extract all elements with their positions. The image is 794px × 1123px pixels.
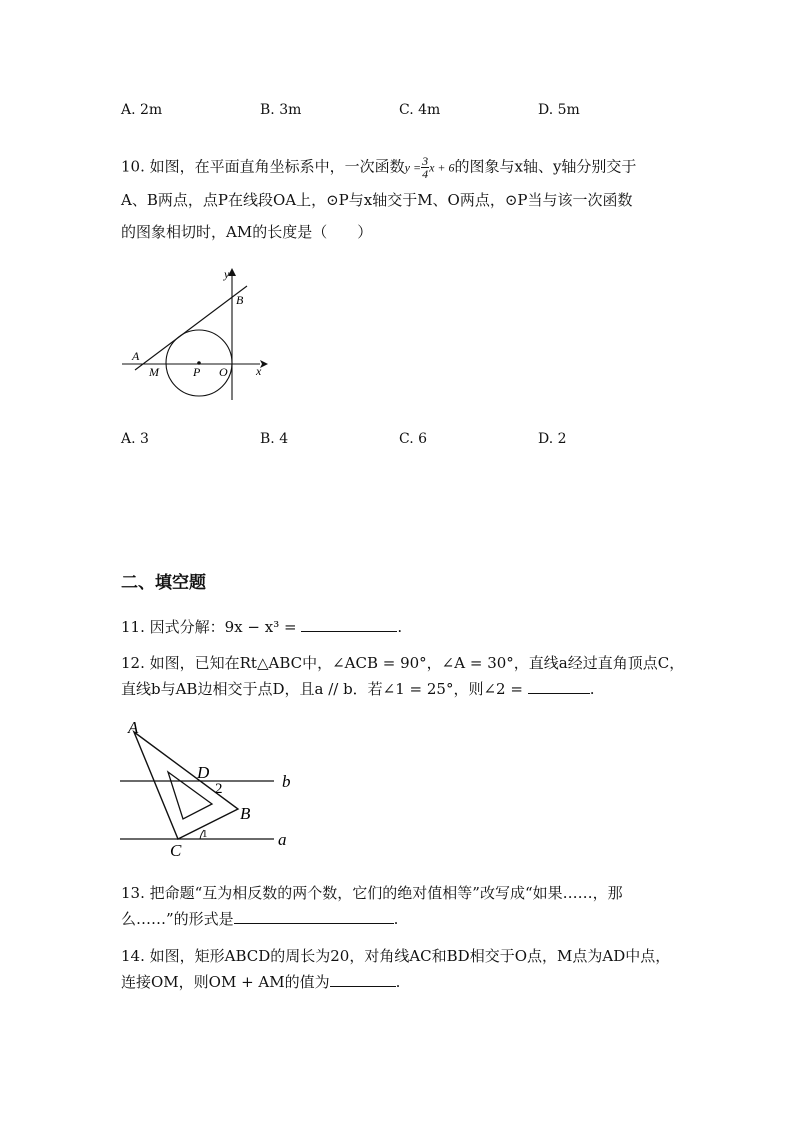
label-p: P	[193, 365, 201, 379]
q10-func-y: y =	[404, 160, 422, 175]
q10-line2: A、B两点，点P在线段OA上，⊙P与x轴交于M、O两点，⊙P当与该一次函数	[121, 191, 633, 209]
q12-end: .	[589, 680, 595, 698]
q10-option-d: D. 2	[538, 431, 567, 447]
label-a: A	[132, 349, 140, 363]
q10-figure	[118, 262, 278, 407]
q9-option-a: A. 2m	[121, 102, 163, 118]
label-y: y	[224, 267, 230, 281]
q10-func-num: 3	[422, 154, 429, 168]
label-line-b: b	[282, 772, 291, 791]
q13-line1: 13. 把命题“互为相反数的两个数，它们的绝对值相等”改写成“如果……，那	[121, 884, 623, 902]
q13-line2-text: 么……”的形式是	[121, 910, 234, 928]
label-m: M	[149, 365, 159, 379]
label-b: B	[236, 293, 244, 307]
q9-option-c: C. 4m	[399, 102, 441, 118]
label-b-vertex: B	[240, 804, 251, 823]
q10-option-a: A. 3	[121, 431, 149, 447]
label-line-a: a	[278, 830, 287, 849]
q12-line2-text: 直线b与AB边相交于点D，且a // b．若∠1 = 25°，则∠2 =	[121, 680, 528, 698]
q10-prefix: 10. 如图，在平面直角坐标系中，一次函数	[121, 157, 405, 176]
q11-text: 11. 因式分解：9x − x³ =	[121, 618, 302, 636]
q11-line	[121, 616, 402, 637]
q14-line2-text: 连接OM，则OM + AM的值为	[121, 973, 330, 991]
q10-func-fraction	[421, 155, 429, 180]
q10-func-den: 4	[422, 167, 429, 181]
q14-line2	[121, 971, 400, 992]
q11-end: .	[397, 618, 403, 636]
q9-option-b: B. 3m	[260, 102, 302, 118]
q10-option-b: B. 4	[260, 431, 289, 447]
q14-end: .	[395, 973, 401, 991]
label-c: C	[170, 841, 182, 860]
section-heading: 二、填空题	[121, 573, 206, 593]
q12-answer-blank[interactable]	[528, 679, 590, 694]
label-angle-1: 1	[202, 828, 208, 840]
label-a-vertex: A	[128, 718, 139, 737]
q12-line1: 12. 如图，已知在Rt△ABC中，∠ACB = 90°，∠A = 30°，直线a经过直角顶点C，	[121, 654, 685, 672]
q13-line2	[121, 908, 398, 929]
q13-answer-blank[interactable]	[234, 909, 394, 924]
q12-figure	[118, 717, 298, 862]
function-line	[135, 286, 247, 370]
q10-option-c: C. 6	[399, 431, 428, 447]
q10-func-tail: x + 6	[429, 160, 455, 175]
label-d: D	[197, 763, 210, 782]
q14-answer-blank[interactable]	[330, 972, 396, 987]
q14-line1: 14. 如图，矩形ABCD的周长为20，对角线AC和BD相交于O点，M点为AD中点，	[121, 947, 671, 965]
label-x: x	[256, 364, 262, 378]
label-angle-2: 2	[215, 781, 223, 797]
label-o: O	[219, 365, 228, 379]
q10-line3: 的图象相切时，AM的长度是（ ）	[121, 223, 373, 241]
q12-line2	[121, 678, 594, 699]
q10-line1	[121, 155, 636, 180]
q10-suffix: 的图象与x轴、y轴分别交于	[454, 157, 637, 176]
q11-answer-blank[interactable]	[301, 617, 397, 632]
q9-option-d: D. 5m	[538, 102, 580, 118]
q13-end: .	[393, 910, 399, 928]
